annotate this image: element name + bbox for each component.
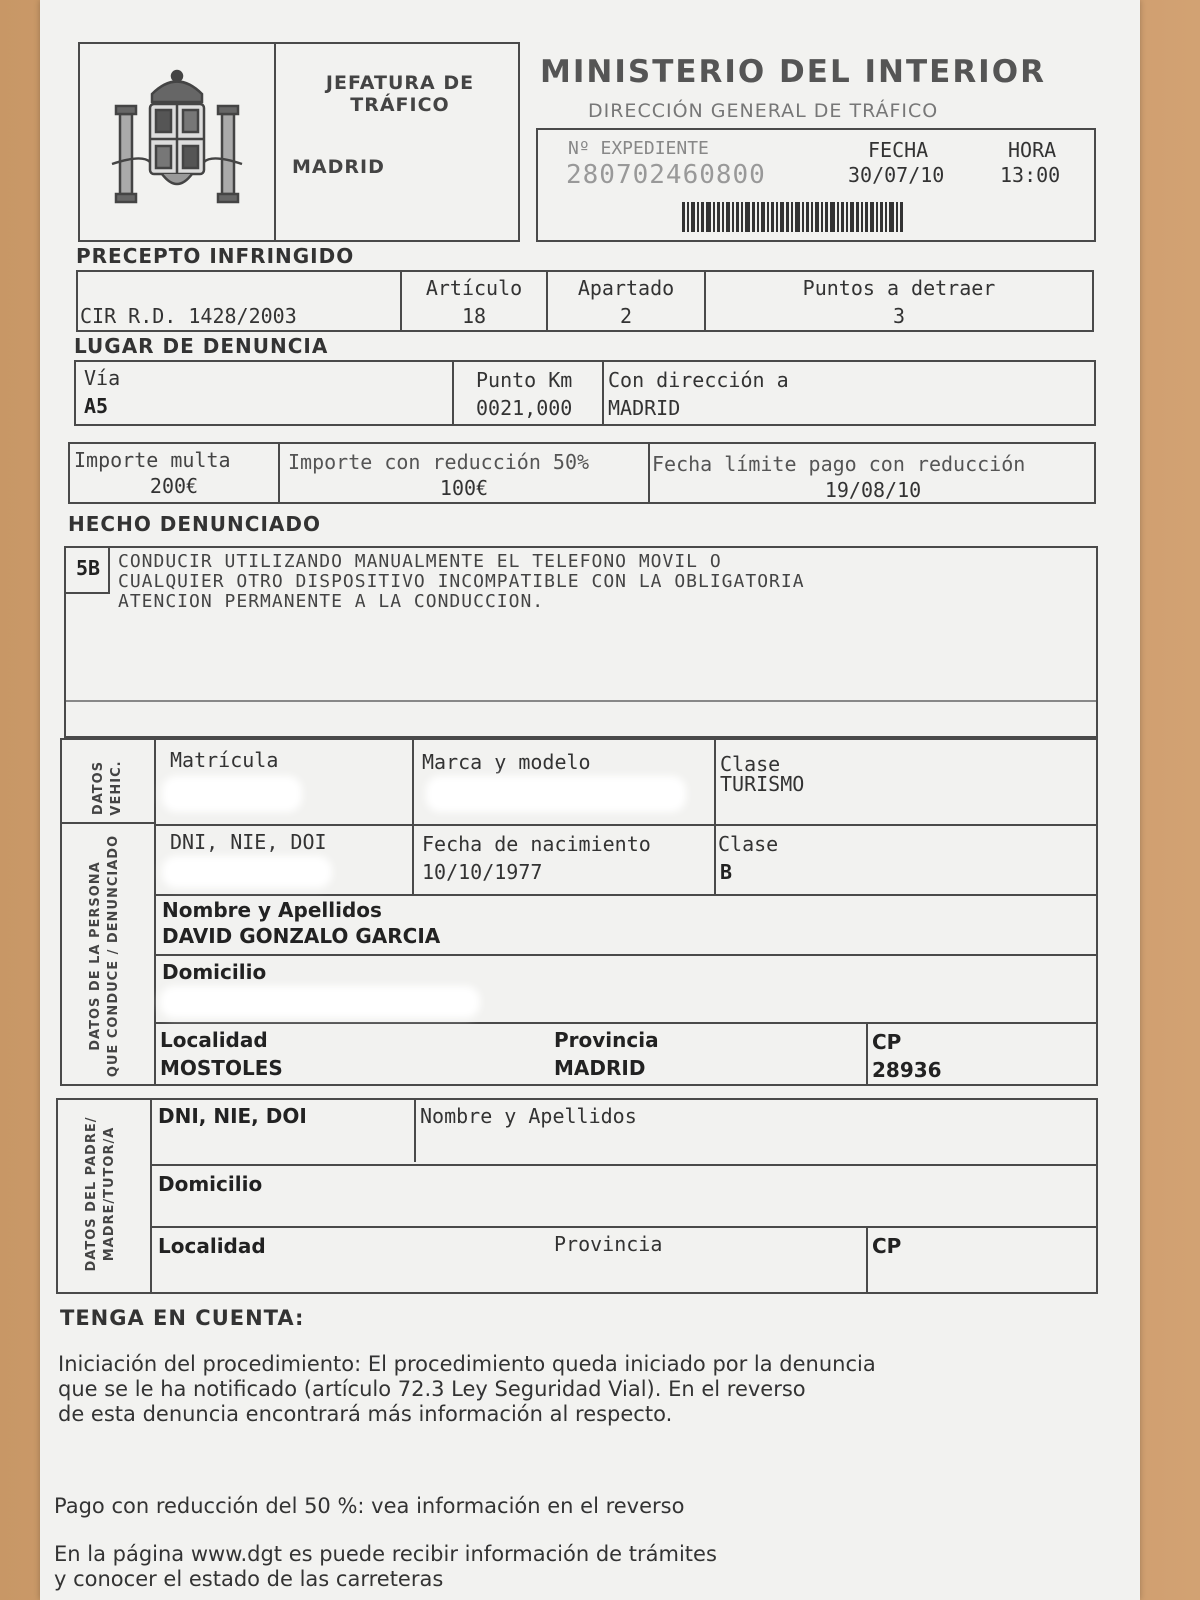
cp-label: CP	[872, 1030, 902, 1054]
precepto-title: PRECEPTO INFRINGIDO	[76, 244, 355, 268]
ticket-paper	[40, 0, 1140, 1600]
notes-paragraph-1: Iniciación del procedimiento: El procedimiento queda iniciado por la denuncia que se le ha notificado (artículo 72.3 Ley Seguridad Vial). En el reverso de esta denuncia encontrará más información al respecto.	[58, 1352, 876, 1426]
persona-clase-label: Clase	[718, 832, 779, 856]
padre-nombre-label: Nombre y Apellidos	[420, 1104, 637, 1128]
vehiculo-clase-label: Clase	[720, 752, 781, 776]
nacimiento-label: Fecha de nacimiento	[422, 832, 651, 856]
direction-title: DIRECCIÓN GENERAL DE TRÁFICO	[588, 100, 939, 122]
hecho-code: 5B	[75, 556, 101, 580]
apartado-value: 2	[619, 304, 633, 328]
matricula-redacted	[162, 776, 302, 812]
reduccion-value: 100€	[439, 476, 489, 500]
jefatura-title: JEFATURA DE TRÁFICO	[325, 72, 475, 116]
padre-domicilio-label: Domicilio	[158, 1172, 263, 1196]
apartado-label: Apartado	[577, 276, 675, 300]
matricula-label: Matrícula	[170, 748, 279, 772]
jefatura-city: MADRID	[292, 156, 385, 178]
domicilio-redacted	[160, 986, 480, 1018]
direccion-value: MADRID	[608, 396, 681, 420]
nombre-value: DAVID GONZALO GARCIA	[162, 924, 441, 948]
nombre-label: Nombre y Apellidos	[162, 898, 382, 922]
coat-of-arms-icon	[102, 64, 252, 214]
lugar-title: LUGAR DE DENUNCIA	[74, 334, 329, 358]
domicilio-label: Domicilio	[162, 960, 267, 984]
persona-side-label: DATOS DE LA PERSONA QUE CONDUCE / DENUNCIADO	[88, 834, 121, 1078]
cp-value: 28936	[872, 1058, 942, 1082]
padre-cp-label: CP	[872, 1234, 902, 1258]
hora-label: HORA	[1008, 138, 1057, 162]
expediente-label: Nº EXPEDIENTE	[568, 138, 709, 159]
via-value: A5	[84, 394, 109, 418]
padre-localidad-label: Localidad	[158, 1234, 266, 1258]
expediente-value: 280702460800	[566, 160, 766, 190]
multa-label: Importe multa	[74, 448, 231, 472]
vehiculo-clase-value: TURISMO	[720, 772, 805, 796]
provincia-value: MADRID	[554, 1056, 646, 1080]
vehiculo-side-label: DATOS VEHIC.	[91, 760, 124, 816]
notes-title: TENGA EN CUENTA:	[60, 1306, 305, 1330]
persona-clase-value: B	[720, 860, 733, 884]
km-label: Punto Km	[476, 368, 573, 392]
precepto-norma: CIR R.D. 1428/2003	[80, 304, 297, 328]
via-label: Vía	[84, 366, 121, 390]
ministry-title: MINISTERIO DEL INTERIOR	[540, 54, 1046, 90]
barcode	[682, 202, 905, 232]
fecha-label: FECHA	[868, 138, 929, 162]
puntos-label: Puntos a detraer	[802, 276, 996, 300]
articulo-value: 18	[461, 304, 487, 328]
padre-side-label: DATOS DEL PADRE/ MADRE/TUTOR/A	[84, 1116, 117, 1272]
marca-label: Marca y modelo	[422, 750, 591, 774]
reduccion-label: Importe con reducción 50%	[288, 450, 590, 474]
dni-redacted	[162, 856, 332, 888]
hecho-description: CONDUCIR UTILIZANDO MANUALMENTE EL TELEFONO MOVIL O CUALQUIER OTRO DISPOSITIVO INCOMPATIBLE CON LA OBLIGATORIA ATENCION PERMANENTE A LA CONDUCCION.	[118, 551, 805, 612]
lugar-box	[74, 360, 1096, 426]
localidad-label: Localidad	[160, 1028, 268, 1052]
limite-value: 19/08/10	[824, 478, 922, 502]
dni-label: DNI, NIE, DOI	[170, 830, 327, 854]
km-value: 0021,000	[476, 396, 573, 420]
puntos-value: 3	[892, 304, 906, 328]
notes-paragraph-3: En la página www.dgt es puede recibir información de trámites y conocer el estado de las carreteras	[54, 1542, 717, 1591]
fecha-value: 30/07/10	[848, 163, 945, 187]
localidad-value: MOSTOLES	[160, 1056, 283, 1080]
padre-dni-label: DNI, NIE, DOI	[158, 1104, 307, 1128]
provincia-label: Provincia	[554, 1028, 659, 1052]
marca-redacted	[426, 776, 686, 812]
direccion-label: Con dirección a	[608, 368, 789, 392]
nacimiento-value: 10/10/1977	[422, 860, 543, 884]
padre-provincia-label: Provincia	[554, 1232, 663, 1256]
hecho-title: HECHO DENUNCIADO	[68, 512, 321, 536]
limite-label: Fecha límite pago con reducción	[652, 452, 1026, 476]
hora-value: 13:00	[1000, 163, 1061, 187]
notes-paragraph-2: Pago con reducción del 50 %: vea información en el reverso	[54, 1494, 685, 1518]
articulo-label: Artículo	[425, 276, 523, 300]
multa-value: 200€	[149, 474, 199, 498]
